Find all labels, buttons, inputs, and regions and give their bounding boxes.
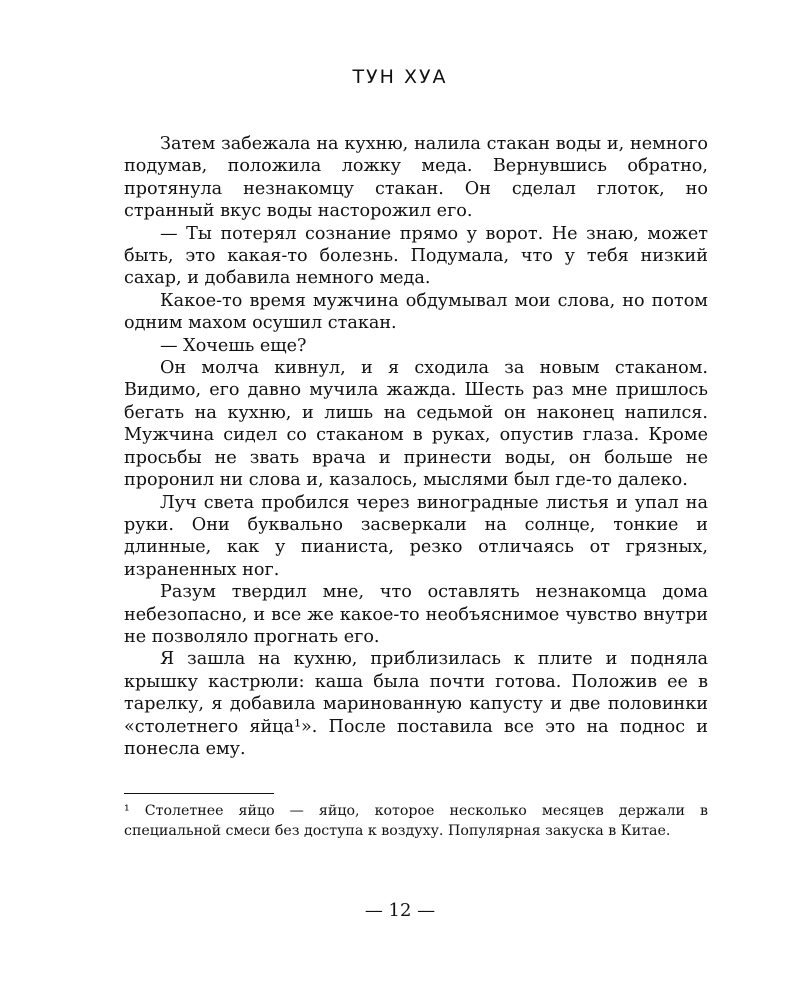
paragraph: Какое-то время мужчина обдумывал мои слова, но потом одним махом осушил стакан. bbox=[124, 290, 708, 334]
paragraph: — Хочешь еще? bbox=[160, 335, 307, 356]
running-title: ТУН ХУА bbox=[352, 66, 448, 88]
footnote bbox=[124, 801, 708, 841]
paragraph: Он молча кивнул, и я сходила за новым стаканом. Видимо, его давно мучила жажда. Шесть раз мне пришлось бегать на кухню, и лишь на седьмой он наконец напился. Мужчина сидел со стаканом в руках, опустив глаза. Кроме просьбы не звать врача и принести воды, он больше не проронил ни слова и, казалось, мыслями был где-то далеко. bbox=[124, 358, 708, 491]
paragraph: Затем забежала на кухню, налила стакан воды и, немного подумав, положила ложку меда. Вернувшись обратно, протянула незнакомцу стакан. Он сделал глоток, но странный вкус воды насторожил его. bbox=[124, 134, 708, 222]
paragraph: — Ты потерял сознание прямо у ворот. Не знаю, может быть, это какая-то болезнь. Подумала, что у тебя низкий сахар, и добавила немного меда. bbox=[124, 223, 708, 289]
footnote-divider bbox=[124, 793, 274, 794]
page-number: — 12 — bbox=[364, 900, 436, 921]
paragraph: Разум твердил мне, что оставлять незнакомца дома небезопасно, и все же какое-то необъяснимое чувство внутри не позволяло прогнать его. bbox=[124, 582, 708, 647]
footnote-text: ¹ Столетнее яйцо — яйцо, которое несколько месяцев держали в специальной смеси без доступа к воздуху. Популярная закуска в Китае. bbox=[124, 803, 708, 839]
paragraph: Я зашла на кухню, приблизилась к плите и подняла крышку кастрюли: каша была почти готова. Положив ее в тарелку, я добавила маринованную капусту и две половинки «столетнего яйца¹». После поставила все это на поднос и понесла ему. bbox=[124, 649, 708, 759]
paragraph: Луч света пробился через виноградные листья и упал на руки. Они буквально засверкали на солнце, тонкие и длинные, как у пианиста, резко отличаясь от грязных, израненных ног. bbox=[124, 492, 708, 580]
main-text bbox=[124, 133, 708, 760]
